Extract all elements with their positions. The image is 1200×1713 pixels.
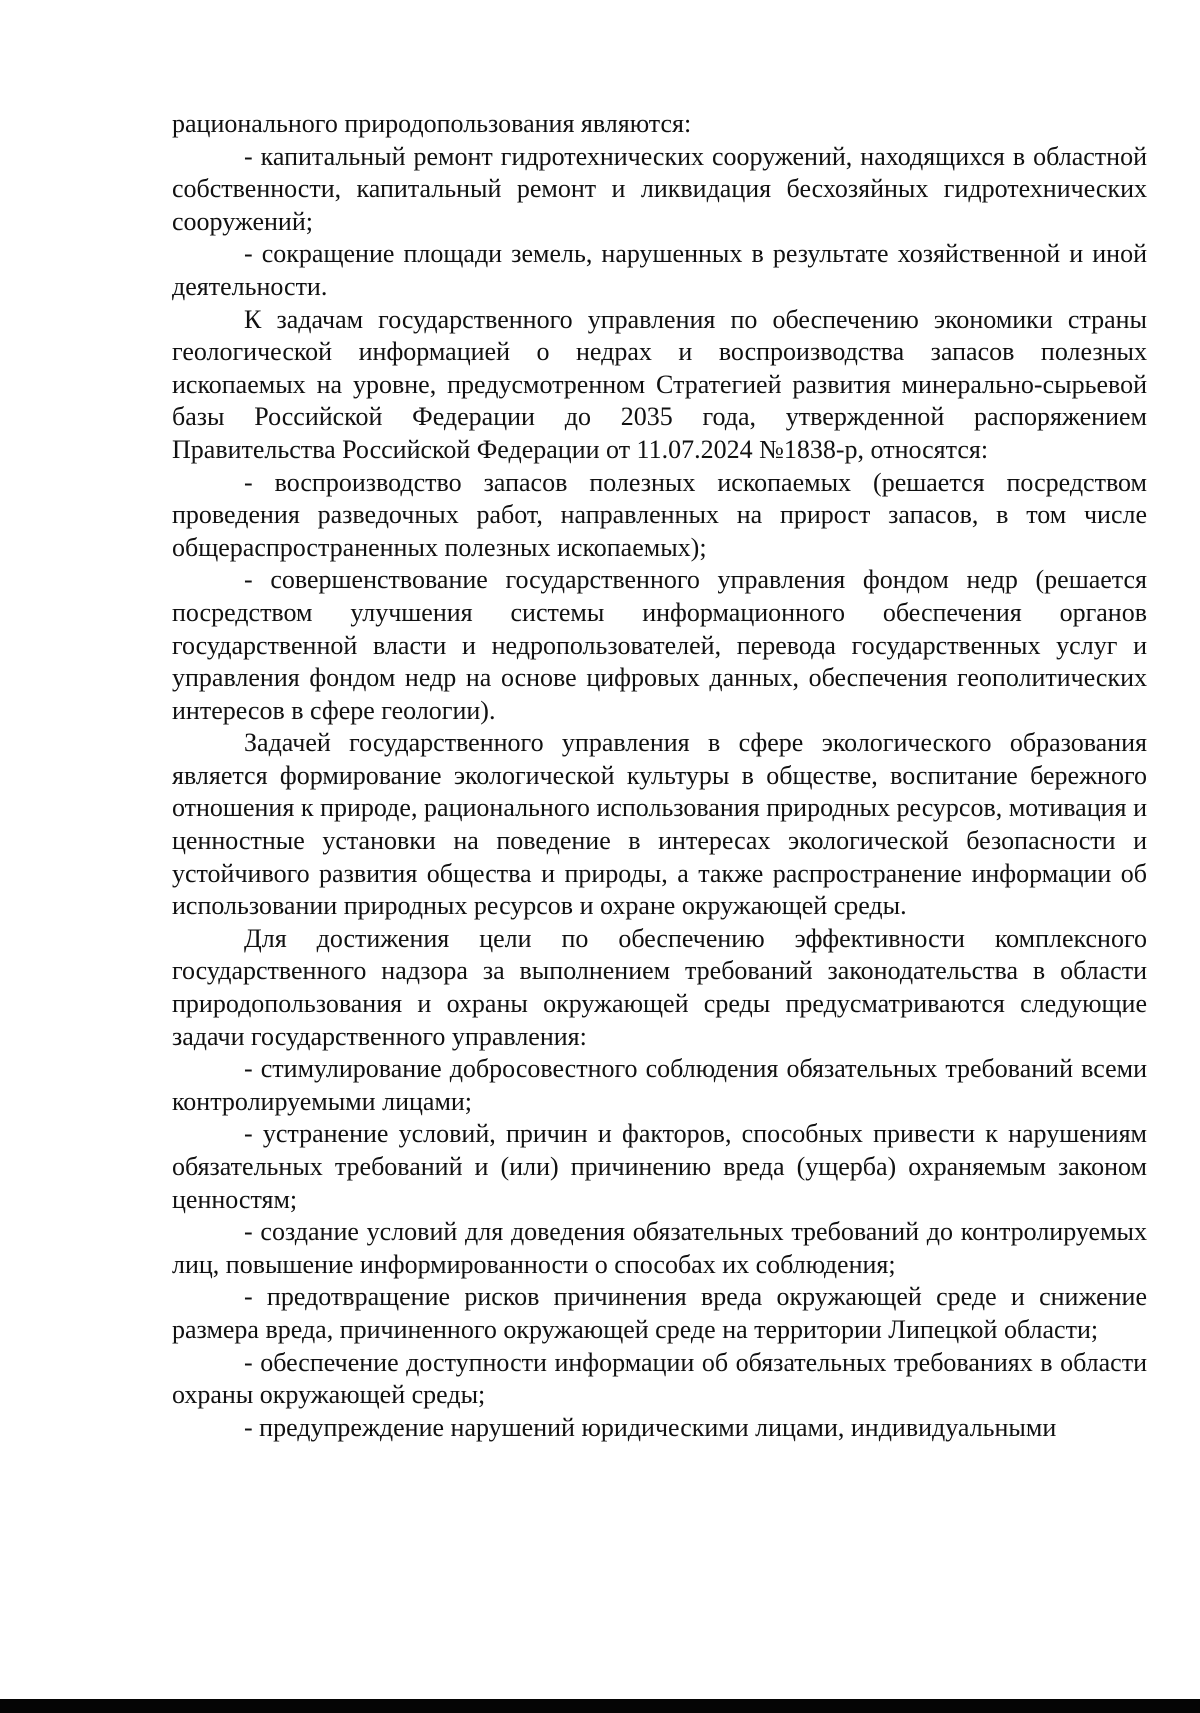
paragraph-ecological-education: Задачей государственного управления в сфере экологического образования является формирование экологической культуры в обществе, воспитание бережного отношения к природе, рационального использования природных ресурсов, мотивация и ценностные установки на поведение в интересах экологической безопасности и устойчивого развития общества и природы, а также распространение информации об использовании природных ресурсов и охране окружающей среды.: [172, 728, 1147, 921]
list-item-reserves-reproduction: - воспроизводство запасов полезных ископаемых (решается посредством проведения разведочных работ, направленных на прирост запасов, в том числе общераспространенных полезных ископаемых);: [172, 467, 1147, 562]
paragraph-supervision-goal: Для достижения цели по обеспечению эффективности комплексного государственного надзора за выполнением требований законодательства в области природопользования и охраны окружающей среды предусматриваются следующие задачи государственного управления:: [172, 923, 1147, 1051]
list-item-subsoil-management: - совершенствование государственного управления фондом недр (решается посредством улучшения системы информационного обеспечения органов государственной власти и недропользователей, перевода государственных услуг и управления фондом недр на основе цифровых данных, обеспечения геополитических интересов в сфере геологии).: [172, 565, 1147, 725]
list-item-land-reduction: - сокращение площади земель, нарушенных в результате хозяйственной и иной деятельности.: [172, 239, 1147, 301]
list-item-hydro-repair: - капитальный ремонт гидротехнических сооружений, находящихся в областной собственности, капитальный ремонт и ликвидация бесхозяйных гидротехнических сооружений;: [172, 141, 1147, 236]
list-item-info-accessibility: - обеспечение доступности информации об обязательных требованиях в области охраны окружающей среды;: [172, 1347, 1147, 1410]
list-item-compliance-stimulation: - стимулирование добросовестного соблюдения обязательных требований всеми контролируемыми лицами;: [172, 1054, 1147, 1116]
list-item-inform-controlled: - создание условий для доведения обязательных требований до контролируемых лиц, повышение информированности о способах их соблюдения;: [172, 1217, 1147, 1279]
paragraph-continuation: рационального природопользования являются:: [172, 109, 692, 138]
scan-edge-bar: [0, 1699, 1200, 1713]
list-item-eliminate-conditions: - устранение условий, причин и факторов, способных привести к нарушениям обязательных требований и (или) причинению вреда (ущерба) охраняемым законом ценностям;: [172, 1119, 1147, 1214]
paragraph-geology-tasks: К задачам государственного управления по обеспечению экономики страны геологической информацией о недрах и воспроизводства запасов полезных ископаемых на уровне, предусмотренном Стратегией развития минерально-сырьевой базы Российской Федерации до 2035 года, утвержденной распоряжением Правительства Российской Федерации от 11.07.2024 №1838-р, относятся:: [172, 304, 1147, 464]
list-item-prevent-risks: - предотвращение рисков причинения вреда окружающей среде и снижение размера вреда, причиненного окружающей среде на территории Липецкой области;: [172, 1282, 1147, 1344]
document-body: [172, 108, 1147, 1444]
list-item-prevent-violations: - предупреждение нарушений юридическими лицами, индивидуальными: [244, 1412, 1057, 1442]
